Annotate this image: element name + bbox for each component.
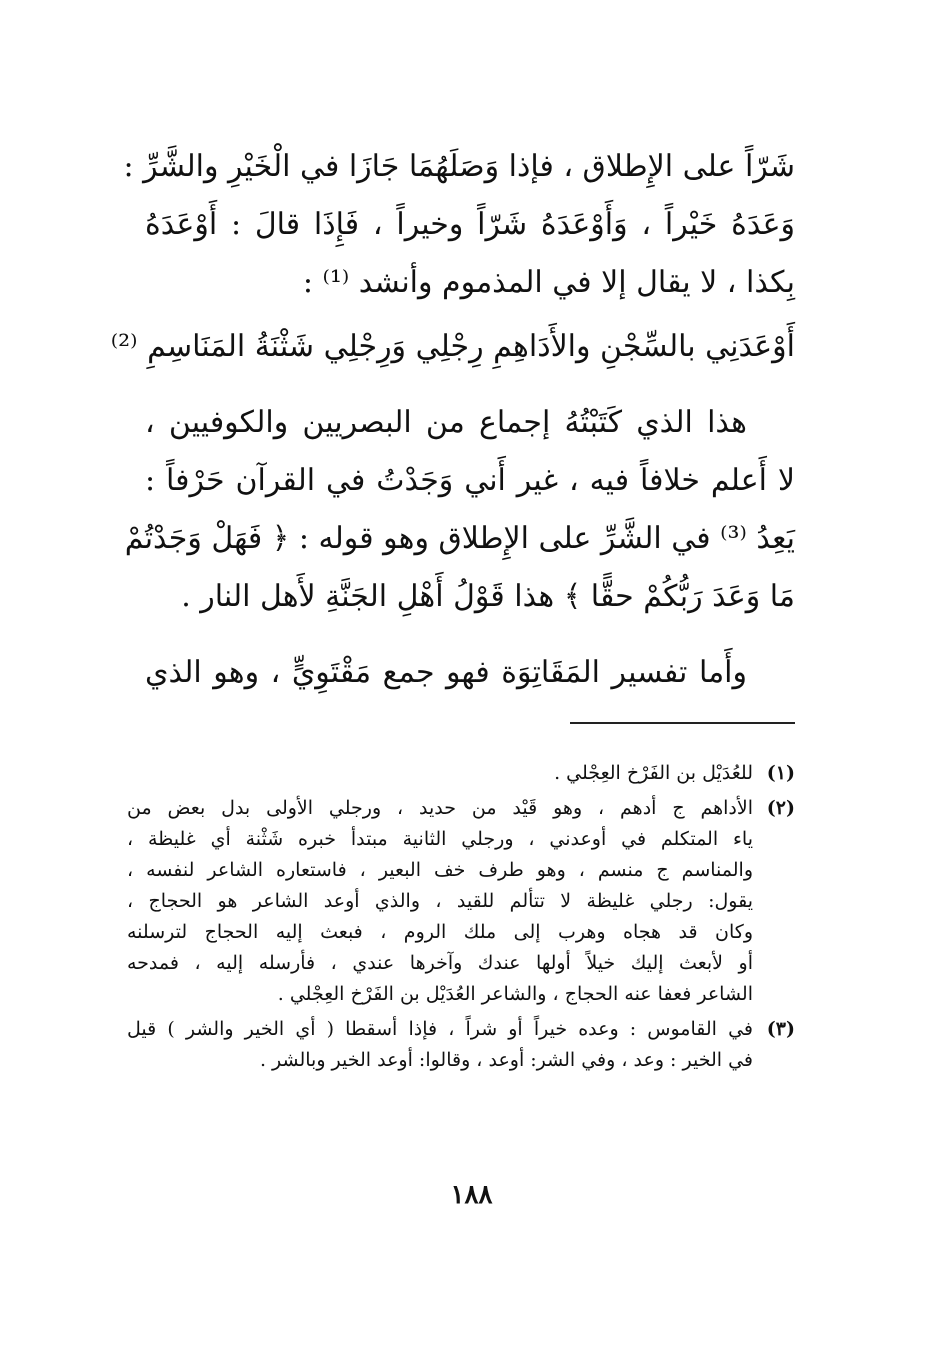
text-line: وأَما تفسير المَقَاتِوَة فهو جمع مَقْتَوِيٍّ ، وهو الذي bbox=[145, 655, 747, 690]
footnote-line: للعُدَيْل بن الفَرْخ العِجْلي . bbox=[554, 762, 753, 784]
footnote-number: (١) bbox=[766, 762, 795, 784]
footnote-body bbox=[127, 1014, 753, 1076]
text-line: وَعَدَهُ خَيْراً ، وَأَوْعَدَهُ شَرّاً وخيراً ، فَإِذَا قالَ : أَوْعَدَهُ bbox=[145, 207, 795, 242]
text-line: مَا وَعَدَ رَبُّكُمْ حقًّا ﴾ هذا قَوْلُ أَهْلِ الجَنَّةِ لأَهل النار . bbox=[181, 579, 795, 614]
paragraph-1 bbox=[123, 138, 795, 312]
footnote-body bbox=[127, 793, 753, 1010]
footnote-2 bbox=[127, 793, 795, 1010]
footnote-line: يقول: رجلي غليظة لا تتألم للقيد ، والذي أوعد الشاعر هو الحجاج ، bbox=[127, 890, 753, 912]
footnote-line: في الخير : وعد ، وفي الشر: أوعد ، وقالوا: أوعد الخير وبالشر . bbox=[259, 1049, 753, 1071]
page-number: ١٨٨ bbox=[450, 1180, 493, 1210]
main-text-block bbox=[110, 138, 795, 702]
footnote-line: الأداهم ج أدهم ، وهو قَيْد من حديد ، ورجلي الأولى بدل بعض من bbox=[127, 797, 753, 819]
footnote-line: ياء المتكلم في أوعدني ، ورجلي الثانية مبتدأ خبره شَثْنة أي غليظة ، bbox=[127, 828, 753, 850]
text-line: لا أَعلم خلافاً فيه ، غير أَني وَجَدْتُ في القرآن حَرْفاً : bbox=[145, 463, 795, 498]
text-line: بِكذا ، لا يقال إلا في المذموم وأنشد ⁽¹⁾ : bbox=[302, 265, 795, 300]
footnote-number: (٣) bbox=[766, 1018, 795, 1040]
poetry-verse: أَوْعَدَنِي بالسِّجْنِ والأَدَاهِمِ رِجْلِي وَرِجْلِي شَثْنَةُ المَنَاسِمِ ⁽²⁾ bbox=[110, 329, 795, 364]
footnote-body bbox=[127, 758, 753, 789]
footnote-separator bbox=[570, 722, 795, 724]
footnote-1 bbox=[127, 758, 795, 789]
paragraph-3 bbox=[145, 644, 795, 702]
footnote-number: (٢) bbox=[766, 797, 795, 819]
footnote-line: والمناسم ج منسم ، وهو طرف خف البعير ، فاستعاره الشاعر لنفسه ، bbox=[127, 859, 753, 881]
footnote-line: وكان قد هجاه وهرب إلى ملك الروم ، فبعث إليه الحجاج لترسلنه bbox=[127, 921, 753, 943]
text-line: شَرّاً على الإِطلاق ، فإذا وَصَلَهُمَا جَازَا في الْخَيْرِ والشَّرِّ : bbox=[123, 149, 795, 184]
footnotes bbox=[127, 758, 795, 1080]
footnote-line: الشاعر فعفا عنه الحجاج ، والشاعر العُدَيْل بن الفَرْخ العِجْلي . bbox=[277, 983, 753, 1005]
footnote-3 bbox=[127, 1014, 795, 1076]
text-line: هذا الذي كَتَبْتُهُ إجماع من البصريين والكوفيين ، bbox=[145, 405, 747, 440]
footnote-line: في القاموس : وعده خيراً أو شراً ، فإذا أسقطا ( أي الخير والشر ) قيل bbox=[127, 1018, 753, 1040]
paragraph-2 bbox=[124, 394, 795, 626]
text-line: يَعِدُ ⁽³⁾ في الشَّرِّ على الإِطلاق وهو قوله : ﴿ فَهَلْ وَجَدْتُمْ bbox=[124, 521, 795, 556]
footnote-line: أو لأبعث إليك خيلاً أولها عندك وآخرها عندي ، فأرسله إليه ، فمدحه bbox=[127, 952, 753, 974]
